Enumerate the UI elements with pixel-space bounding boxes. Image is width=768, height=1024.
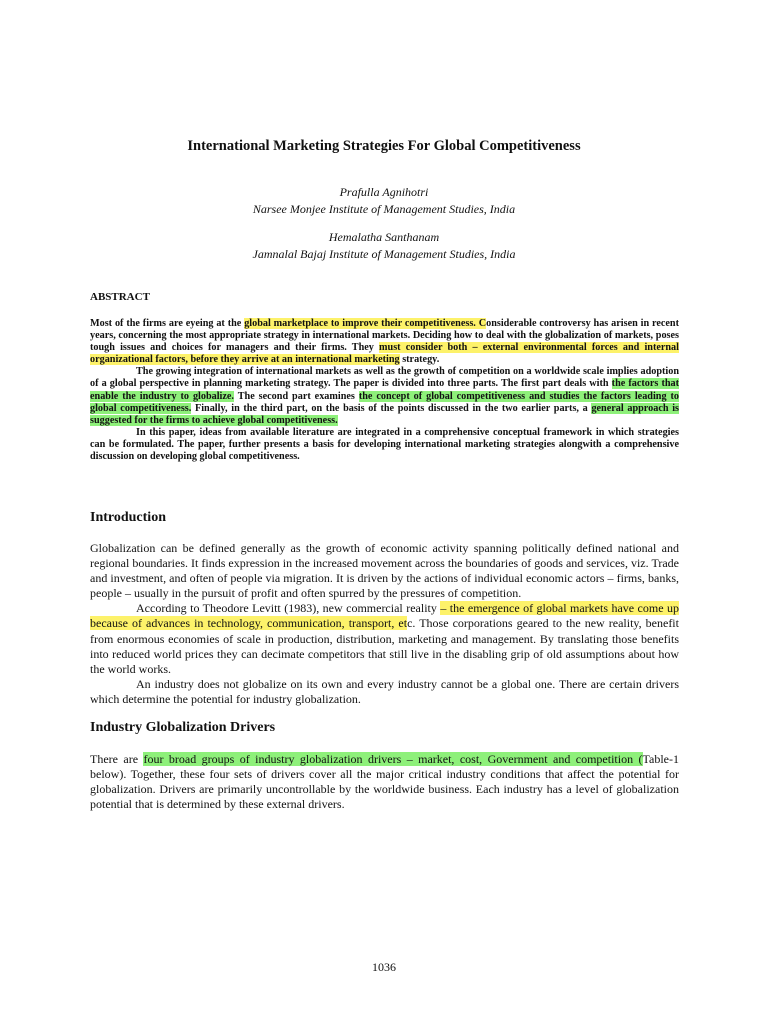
introduction-heading: Introduction [90,510,166,525]
text-run: Finally, in the third part, on the basis of the points discussed in the two earlier parts, a [191,402,592,414]
paper-title: International Marketing Strategies For Global Competitiveness [187,138,581,154]
author-affiliation: Jamnalal Bajaj Institute of Management Studies, India [252,247,516,261]
text-run: According to Theodore Levitt (1983), new commercial reality [136,601,441,616]
text-run: Most of the firms are eyeing at the [90,318,245,329]
abstract-paragraph-1 [90,318,679,366]
author-2 [0,229,768,263]
introduction-paragraph-1: Globalization can be defined generally as the growth of economic activity spanning politically defined national and regional boundaries. It finds expression in the increased movement across the boundaries of goods and services, viz. Trade and investment, and often of people via migration. It is driven by the actions of individual economic actors – firms, banks, people – usually in the pursuit of profit and often spurred by the pressures of competition. [90,541,679,601]
introduction-paragraph-3: An industry does not globalize on its own and every industry cannot be a global one. There are certain drivers which determine the potential for industry globalization. [90,676,679,706]
drivers-body [90,752,679,812]
text-run: onsiderable controversy has arisen in recent years, concerning the most appropriate strategy in international markets. Deciding how to deal with the globalization of markets, poses tough issues and choices for managers and their firms. They [90,318,679,354]
abstract-paragraph-2 [90,366,679,426]
highlight-green: the concept of global competitiveness and studies the factors leading to global competitiveness. [90,390,679,414]
highlight-yellow: global marketplace to improve their competitiveness. C [244,318,487,329]
page-number: 1036 [372,960,396,974]
highlight-yellow: must consider both – external environmental forces and internal organizational factors, before they arrive at an international marketing [90,342,679,366]
introduction-body [90,541,679,707]
introduction-paragraph-2 [90,601,679,676]
abstract-heading: ABSTRACT [90,291,150,303]
text-run: There are [90,752,144,766]
abstract-body [90,318,679,463]
drivers-paragraph-1 [90,752,679,812]
text-run: Table-1 below). Together, these four sets of drivers cover all the major critical industry conditions that affect the potential for globalization. Drivers are primarily uncontrollable by the worldwide business. Each industry has a level of globalization potential that is determined by these external drivers. [90,752,679,812]
highlight-green: general approach is suggested for the firms to achieve global competitiveness. [90,402,679,426]
author-1 [0,184,768,218]
text-run: The growing integration of international markets as well as the growth of competition on a worldwide scale implies adoption of a global perspective in planning marketing strategy. The paper is divided into three parts. The first part deals with [90,366,679,390]
highlight-green: four broad groups of industry globalization drivers – market, cost, Government and competition ( [143,752,643,766]
text-run: strategy. [399,354,440,366]
author-name: Hemalatha Santhanam [328,230,440,244]
author-name: Prafulla Agnihotri [339,185,429,199]
text-run: The second part examines [233,390,359,402]
author-affiliation: Narsee Monjee Institute of Management Studies, India [252,202,516,216]
highlight-yellow: – the emergence of global markets have come up because of advances in technology, communication, transport, et [90,601,679,631]
drivers-heading: Industry Globalization Drivers [90,720,276,735]
highlight-green: the factors that enable the industry to globalize. [90,378,680,402]
abstract-paragraph-3: In this paper, ideas from available literature are integrated in a comprehensive conceptual framework in which strategies can be formulated. The paper, further presents a basis for developing international marketing strategies alongwith a comprehensive discussion on developing global competitiveness. [90,426,679,463]
text-run: c. Those corporations geared to the new reality, benefit from enormous economies of scale in production, distribution, marketing and management. By translating those benefits into reduced world prices they can decimate competitors that still live in the disabling grip of old assumptions about how the world works. [90,616,679,676]
